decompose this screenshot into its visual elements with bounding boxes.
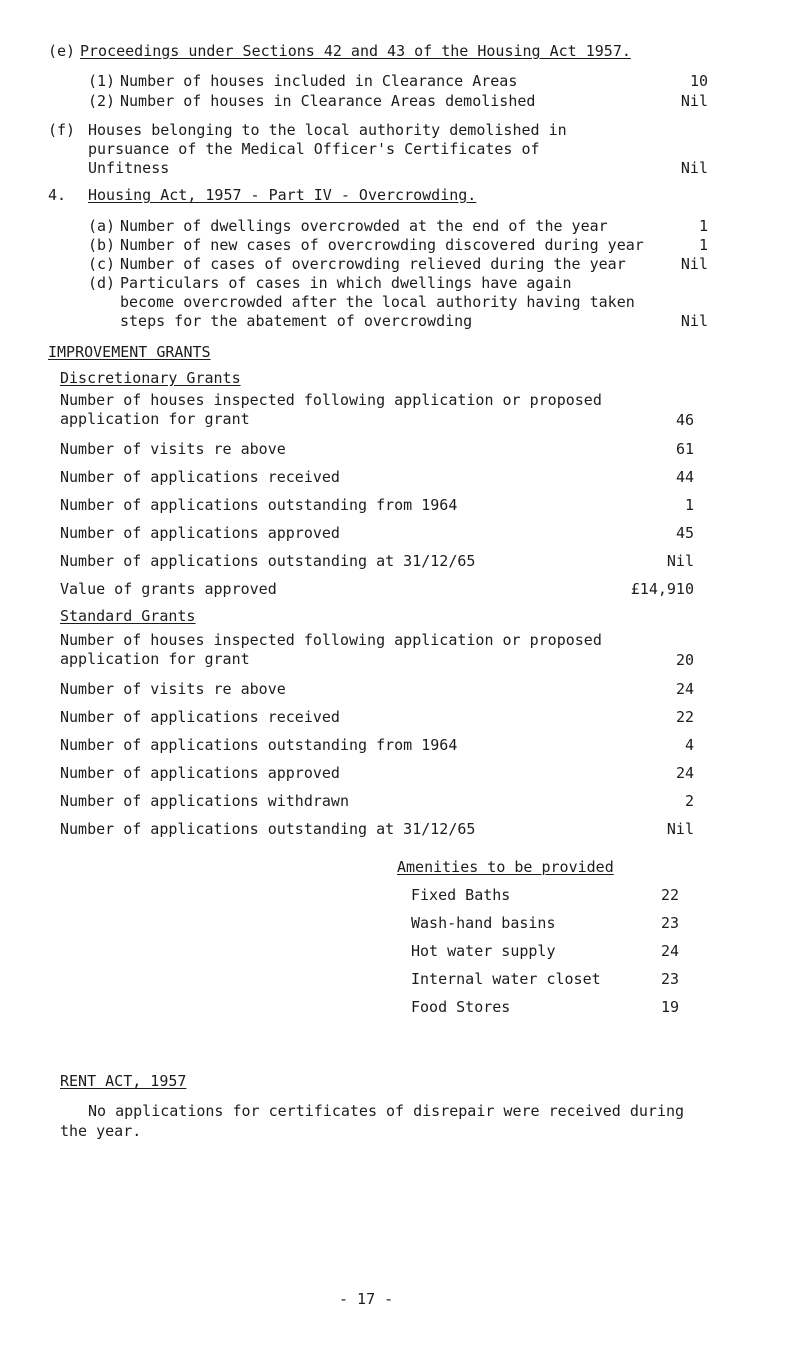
standard-row-outstanding-end-label: Number of applications outstanding at 31/12/65 [60, 820, 476, 838]
amenity-fixed-baths-label: Fixed Baths [411, 886, 511, 904]
section-e-item-1-value: 10 [689, 72, 708, 90]
discretionary-row-value-label: Value of grants approved [60, 580, 277, 598]
standard-grants-heading: Standard Grants [60, 607, 196, 625]
section-4-item-b-value: 1 [698, 236, 708, 254]
section-4-item-b-text: Number of new cases of overcrowding discovered during year [120, 236, 644, 254]
section-e-item-1-text: Number of houses included in Clearance Areas [120, 72, 518, 90]
discretionary-row-visits-label: Number of visits re above [60, 440, 286, 458]
section-4-item-c-num: (c) [88, 255, 116, 273]
discretionary-row-approved-label: Number of applications approved [60, 524, 340, 542]
section-e-item-2-value: Nil [680, 92, 708, 110]
standard-row-approved-label: Number of applications approved [60, 764, 340, 782]
standard-row-received-label: Number of applications received [60, 708, 340, 726]
rent-act-text-line-2: the year. [60, 1122, 142, 1140]
standard-row-visits-value: 24 [675, 680, 694, 698]
rent-act-heading: RENT ACT, 1957 [60, 1072, 187, 1090]
discretionary-row-received-value: 44 [675, 468, 694, 486]
amenities-heading: Amenities to be provided [397, 858, 614, 876]
section-4-label: 4. [48, 186, 67, 204]
section-e-item-2-text: Number of houses in Clearance Areas demolished [120, 92, 536, 110]
section-4-item-b-num: (b) [88, 236, 116, 254]
standard-row-visits-label: Number of visits re above [60, 680, 286, 698]
amenity-food-stores-value: 19 [660, 998, 679, 1016]
rent-act-text-line-1: No applications for certificates of disrepair were received during [88, 1102, 685, 1120]
page-number: - 17 - [339, 1290, 394, 1308]
discretionary-row-outstanding-1964-value: 1 [684, 496, 694, 514]
section-f-line-2: pursuance of the Medical Officer's Certificates of [88, 140, 540, 158]
discretionary-grants-heading: Discretionary Grants [60, 369, 241, 387]
section-e-item-1-num: (1) [88, 72, 116, 90]
section-4-item-d-value: Nil [680, 312, 708, 330]
amenity-wash-hand-basins-value: 23 [660, 914, 679, 932]
amenity-water-closet-label: Internal water closet [411, 970, 601, 988]
amenity-hot-water-value: 24 [660, 942, 679, 960]
section-4-item-a-text: Number of dwellings overcrowded at the end of the year [120, 217, 608, 235]
section-4-item-d-line-1: Particulars of cases in which dwellings have again [120, 274, 572, 292]
section-f-label: (f) [48, 121, 76, 139]
section-4-item-a-num: (a) [88, 217, 116, 235]
standard-row-inspected-value: 20 [675, 651, 694, 669]
discretionary-row-outstanding-end-label: Number of applications outstanding at 31/12/65 [60, 552, 476, 570]
discretionary-row-outstanding-end-value: Nil [666, 552, 694, 570]
amenity-wash-hand-basins-label: Wash-hand basins [411, 914, 556, 932]
standard-row-received-value: 22 [675, 708, 694, 726]
discretionary-row-inspected-label: Number of houses inspected following application or proposed application for grant [60, 391, 602, 428]
section-4-item-d-line-2: become overcrowded after the local authority having taken [120, 293, 635, 311]
section-4-item-c-text: Number of cases of overcrowding relieved during the year [120, 255, 626, 273]
section-4-item-a-value: 1 [698, 217, 708, 235]
standard-row-approved-value: 24 [675, 764, 694, 782]
discretionary-row-inspected-value: 46 [675, 411, 694, 429]
discretionary-row-value-value: £14,910 [630, 580, 694, 598]
standard-row-outstanding-end-value: Nil [666, 820, 694, 838]
section-e-item-2-num: (2) [88, 92, 116, 110]
section-e-label: (e) [48, 42, 76, 60]
standard-row-withdrawn-label: Number of applications withdrawn [60, 792, 349, 810]
discretionary-row-received-label: Number of applications received [60, 468, 340, 486]
amenity-hot-water-label: Hot water supply [411, 942, 556, 960]
standard-row-outstanding-1964-label: Number of applications outstanding from 1964 [60, 736, 458, 754]
amenity-water-closet-value: 23 [660, 970, 679, 988]
discretionary-row-visits-value: 61 [675, 440, 694, 458]
section-f-line-1: Houses belonging to the local authority demolished in [88, 121, 567, 139]
standard-row-outstanding-1964-value: 4 [684, 736, 694, 754]
discretionary-row-outstanding-1964-label: Number of applications outstanding from 1964 [60, 496, 458, 514]
standard-row-inspected-label: Number of houses inspected following application or proposed application for grant [60, 631, 602, 668]
section-e-heading: Proceedings under Sections 42 and 43 of the Housing Act 1957. [80, 42, 631, 60]
section-4-item-c-value: Nil [680, 255, 708, 273]
improvement-grants-heading: IMPROVEMENT GRANTS [48, 343, 211, 361]
standard-row-withdrawn-value: 2 [684, 792, 694, 810]
discretionary-row-approved-value: 45 [675, 524, 694, 542]
amenity-food-stores-label: Food Stores [411, 998, 511, 1016]
section-f-value: Nil [680, 159, 708, 177]
amenity-fixed-baths-value: 22 [660, 886, 679, 904]
section-4-heading: Housing Act, 1957 - Part IV - Overcrowding. [88, 186, 477, 204]
section-4-item-d-line-3: steps for the abatement of overcrowding [120, 312, 473, 330]
section-f-line-3: Unfitness [88, 159, 170, 177]
section-4-item-d-num: (d) [88, 274, 116, 292]
